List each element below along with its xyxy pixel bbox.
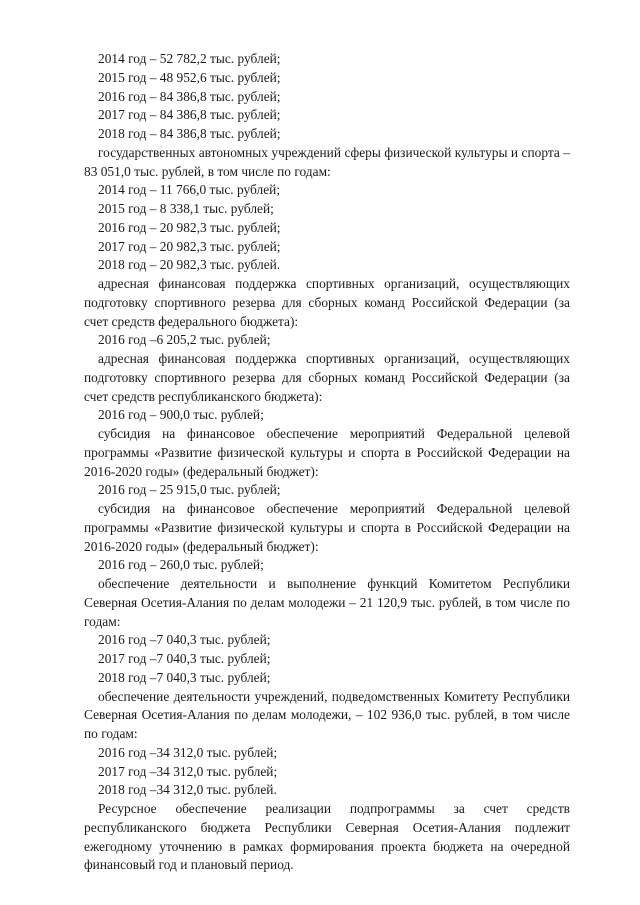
- funding-line: 2016 год –7 040,3 тыс. рублей;: [98, 632, 271, 648]
- funding-line: 2015 год – 48 952,6 тыс. рублей;: [98, 69, 281, 85]
- funding-line: 2016 год – 20 982,3 тыс. рублей;: [98, 219, 281, 235]
- paragraph: обеспечение деятельности и выполнение функций Комитетом Республики Северная Осетия-Алания по делам молодежи – 21 120,9 тыс. рублей, в том числе по годам:: [84, 576, 570, 629]
- funding-line: 2017 год –34 312,0 тыс. рублей;: [98, 763, 278, 779]
- funding-line: 2018 год –7 040,3 тыс. рублей;: [98, 669, 271, 685]
- funding-line: 2016 год – 260,0 тыс. рублей;: [98, 557, 264, 573]
- funding-line: 2016 год –6 205,2 тыс. рублей;: [98, 332, 271, 348]
- paragraph: адресная финансовая поддержка спортивных организаций, осуществляющих подготовку спортивного резерва для сборных команд Российской Федерации (за счет средств республиканского бюджета):: [84, 351, 570, 404]
- funding-line: 2015 год – 8 338,1 тыс. рублей;: [98, 201, 274, 216]
- paragraph: субсидия на финансовое обеспечение мероприятий Федеральной целевой программы «Развитие физической культуры и спорта в Российской Федерации на 2016-2020 годы» (федеральный бюджет):: [84, 426, 570, 479]
- funding-line: 2017 год – 20 982,3 тыс. рублей;: [98, 238, 281, 254]
- paragraph: Ресурсное обеспечение реализации подпрограммы за счет средств республиканского бюджета Республики Северная Осетия-Алания подлежит ежегодному уточнению в рамках формирования проекта бюджета на очередной финансовый год и плановый период.: [84, 801, 570, 873]
- funding-line: 2017 год –7 040,3 тыс. рублей;: [98, 651, 271, 666]
- paragraph: государственных автономных учреждений сферы физической культуры и спорта – 83 051,0 тыс. рублей, в том числе по годам:: [84, 144, 570, 179]
- funding-line: 2018 год – 84 386,8 тыс. рублей;: [98, 126, 281, 141]
- paragraph: обеспечение деятельности учреждений, подведомственных Комитету Республики Северная Осетия-Алания по делам молодежи, – 102 936,0 тыс. рублей, в том числе по годам:: [84, 688, 570, 741]
- funding-line: 2016 год – 25 915,0 тыс. рублей;: [98, 482, 281, 498]
- funding-line: 2018 год –34 312,0 тыс. рублей.: [98, 782, 277, 798]
- funding-line: 2018 год – 20 982,3 тыс. рублей.: [98, 257, 281, 273]
- paragraph: адресная финансовая поддержка спортивных организаций, осуществляющих подготовку спортивного резерва для сборных команд Российской Федерации (за счет средств федерального бюджета):: [84, 276, 570, 329]
- funding-line: 2014 год – 11 766,0 тыс. рублей;: [98, 182, 281, 198]
- funding-line: 2016 год – 900,0 тыс. рублей;: [98, 407, 264, 423]
- funding-line: 2016 год –34 312,0 тыс. рублей;: [98, 744, 278, 760]
- funding-line: 2017 год – 84 386,8 тыс. рублей;: [98, 107, 281, 123]
- funding-line: 2014 год – 52 782,2 тыс. рублей;: [98, 51, 281, 66]
- paragraph: субсидия на финансовое обеспечение мероприятий Федеральной целевой программы «Развитие физической культуры и спорта в Российской Федерации на 2016-2020 годы» (федеральный бюджет):: [84, 501, 570, 554]
- document-body: [84, 50, 570, 875]
- funding-line: 2016 год – 84 386,8 тыс. рублей;: [98, 88, 281, 104]
